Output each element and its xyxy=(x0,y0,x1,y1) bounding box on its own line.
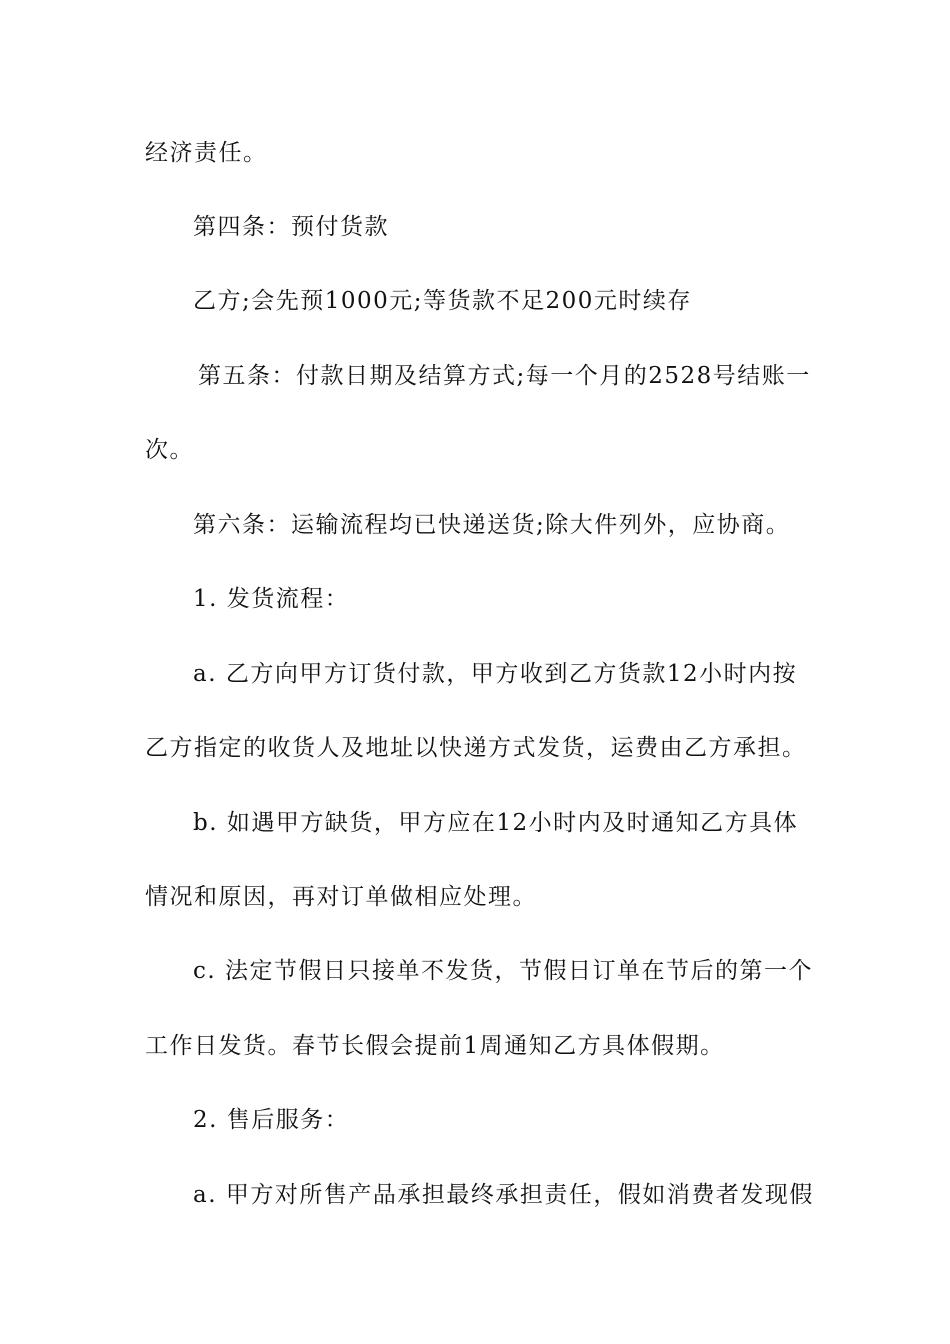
article-6-heading: 第六条：运输流程均已快递送货;除大件列外，应协商。 xyxy=(193,512,791,538)
text-line-13: 工作日发货。春节长假会提前1周通知乙方具体假期。 xyxy=(145,1033,725,1059)
section-2-heading: 2. 售后服务： xyxy=(193,1107,350,1133)
text-line-8: a. 乙方向甲方订货付款，甲方收到乙方货款12小时内按 xyxy=(193,661,798,687)
text-line-3: 乙方;会先预1000元;等货款不足200元时续存 xyxy=(193,288,692,314)
article-4-heading: 第四条：预付货款 xyxy=(193,214,389,240)
text-line-10: b. 如遇甲方缺货，甲方应在12小时内及时通知乙方具体 xyxy=(193,810,799,836)
text-line-1: 经济责任。 xyxy=(145,140,268,166)
section-1-heading: 1. 发货流程： xyxy=(193,586,350,612)
text-line-12: c. 法定节假日只接单不发货，节假日订单在节后的第一个 xyxy=(193,958,814,984)
text-line-9: 乙方指定的收货人及地址以快递方式发货，运费由乙方承担。 xyxy=(145,735,807,761)
article-5-heading: 第五条：付款日期及结算方式;每一个月的2528号结账一 xyxy=(198,363,811,389)
text-line-11: 情况和原因，再对订单做相应处理。 xyxy=(145,884,537,910)
text-line-15: a. 甲方对所售产品承担最终承担责任，假如消费者发现假 xyxy=(193,1182,814,1208)
text-line-5: 次。 xyxy=(145,437,194,463)
